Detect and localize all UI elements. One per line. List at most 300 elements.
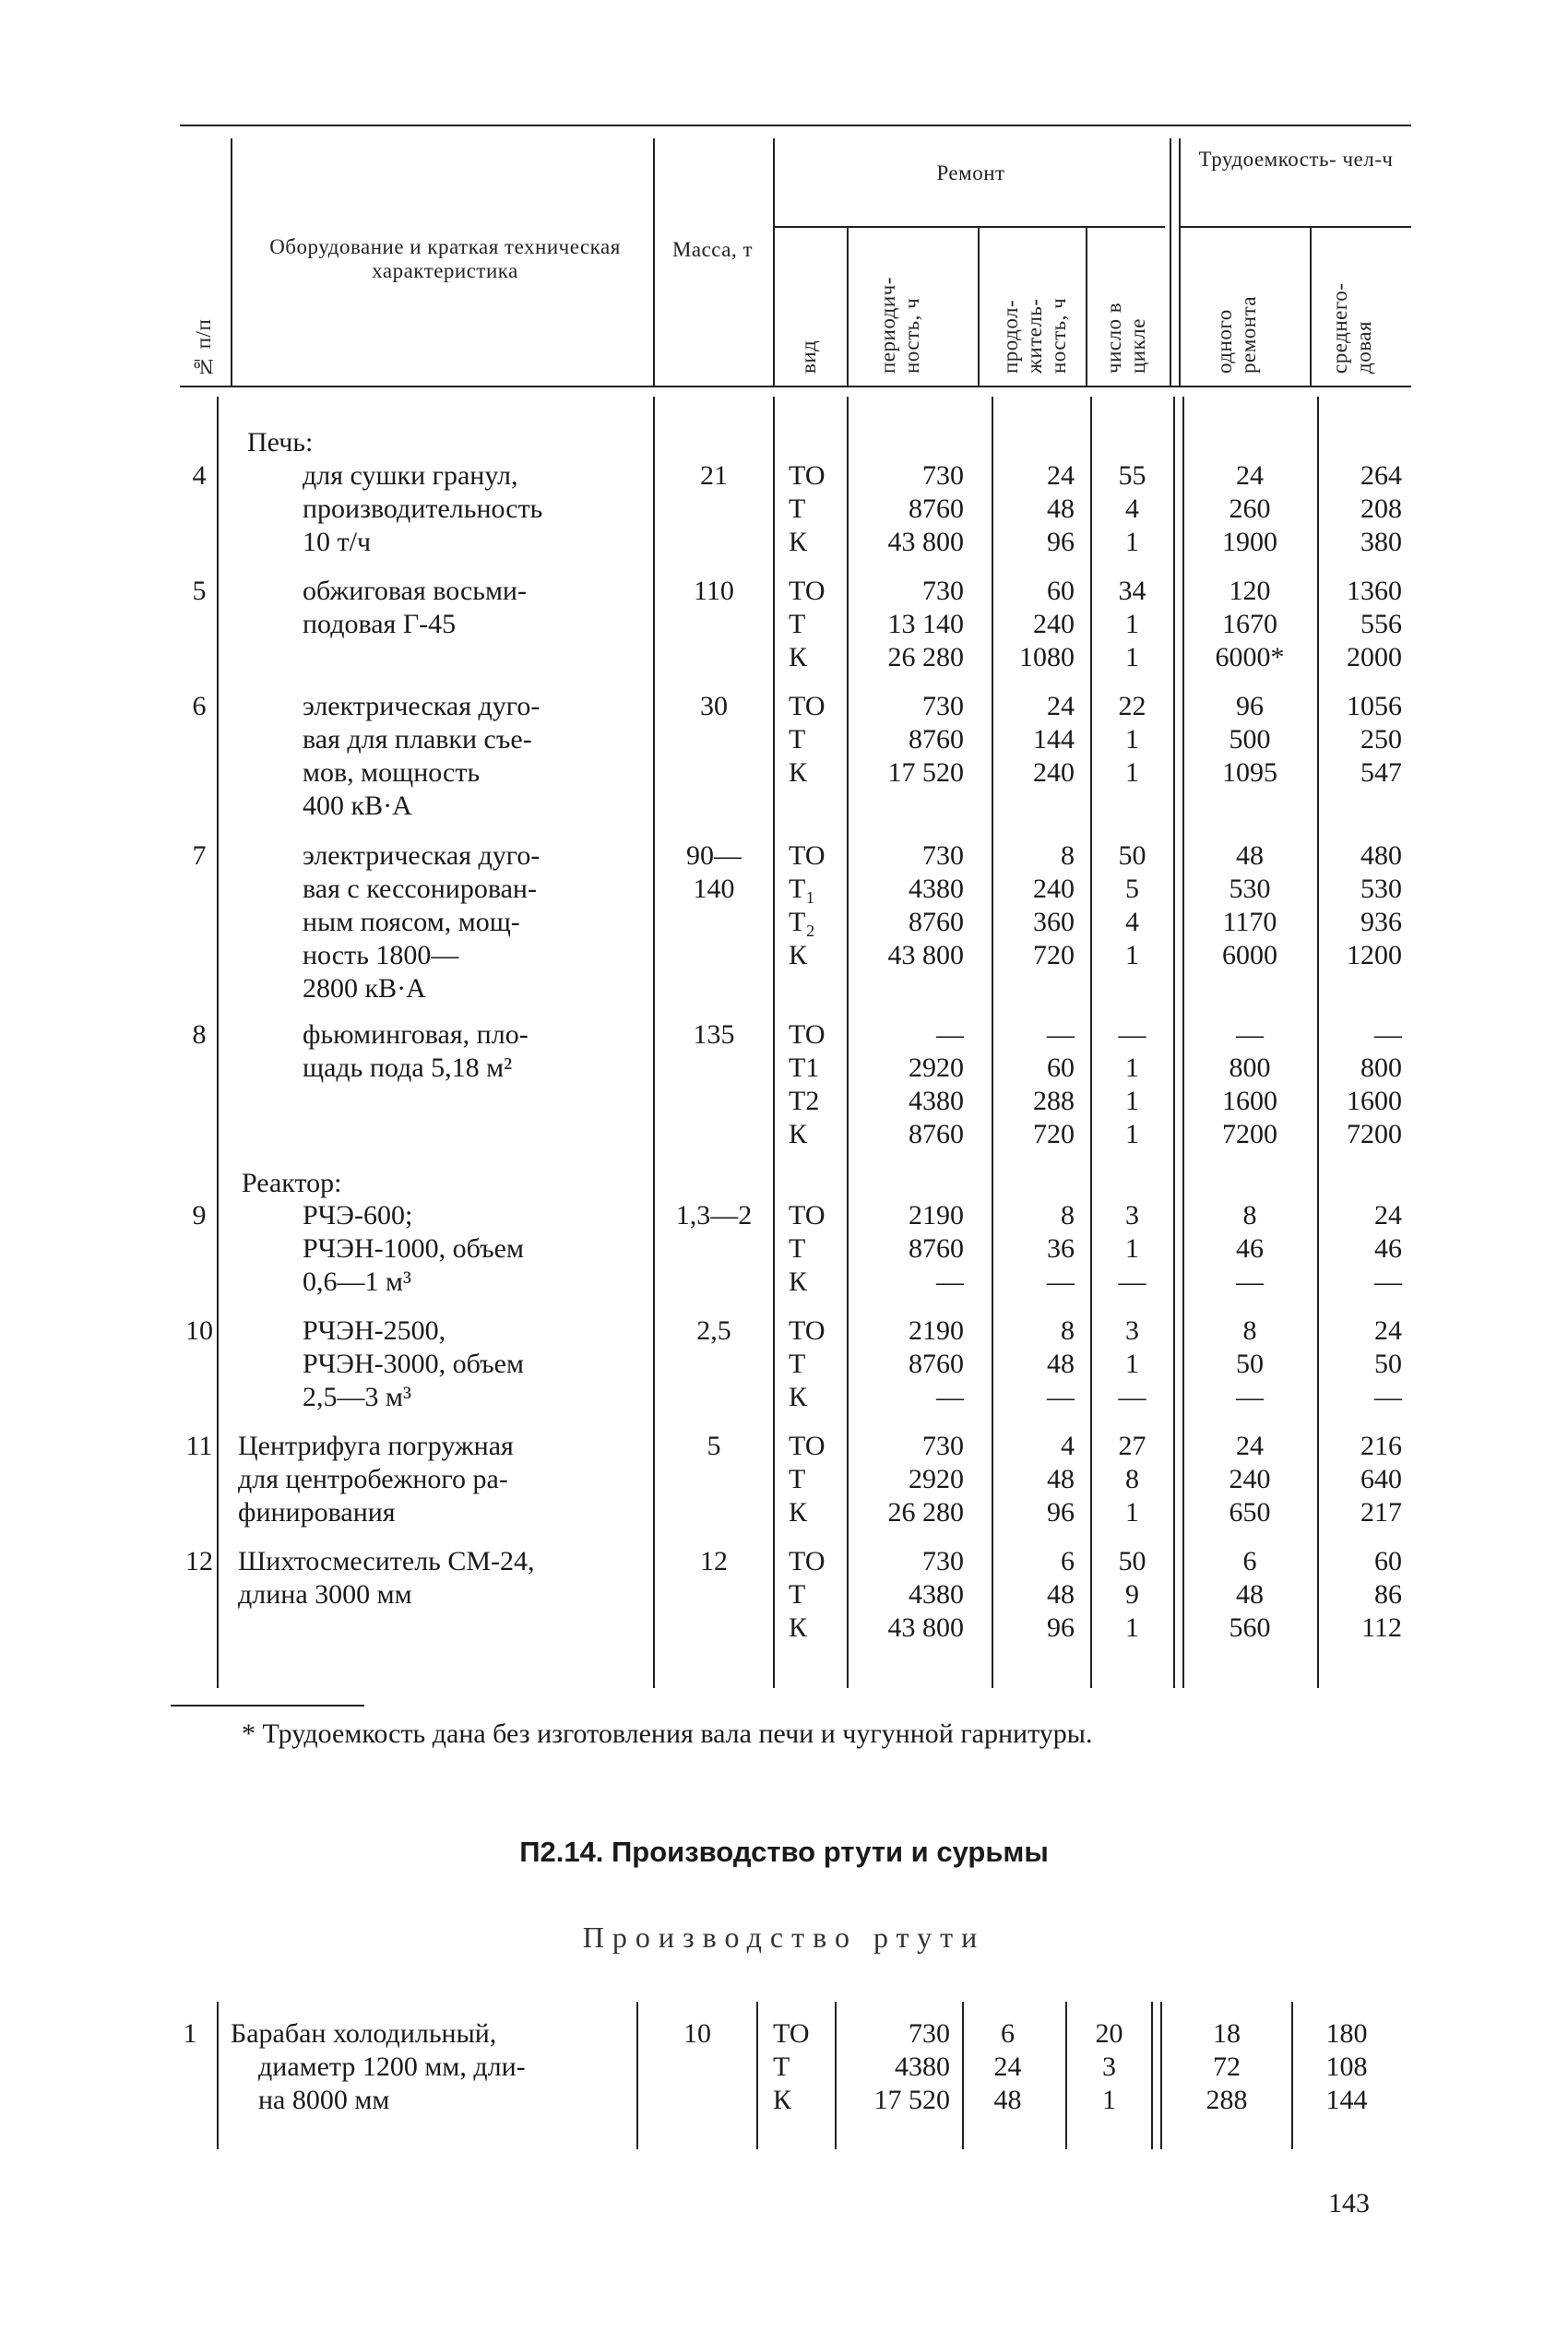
value: 1200 — [1347, 940, 1402, 970]
hdr-vline — [978, 226, 980, 386]
value: 7200 — [1347, 1119, 1402, 1149]
repair-type: ТО — [789, 460, 826, 491]
row-number: 9 — [192, 1200, 207, 1231]
value: 60 — [1374, 1546, 1402, 1576]
labor-annual — [1319, 1545, 1402, 1645]
repair-type: К — [789, 1267, 808, 1297]
value: 730 — [922, 576, 964, 606]
value: 4380 — [895, 2052, 950, 2082]
page-number: 143 — [1328, 2188, 1370, 2218]
row-description — [238, 1430, 639, 1529]
repair-type: К — [789, 1119, 808, 1149]
hdr-vline — [773, 138, 775, 386]
repair-type: Т — [789, 609, 806, 639]
header-period: периодич- ность, ч — [876, 277, 923, 374]
row-description — [303, 459, 639, 559]
section-title: П2.14. Производство ртути и сурьмы — [519, 1836, 1049, 1868]
body-vline — [217, 2002, 219, 2149]
hdr-vline — [1170, 138, 1171, 386]
value: 46 — [1236, 1233, 1264, 1264]
value: 1 — [1102, 2085, 1116, 2115]
value: — — [1047, 1267, 1075, 1297]
value: 144 — [1325, 2085, 1368, 2115]
value: 18 — [1213, 2018, 1241, 2049]
value: 8 — [1061, 1200, 1075, 1231]
header-row-number: № п/п — [192, 318, 215, 378]
value: 112 — [1361, 1612, 1402, 1643]
value: 48 — [1236, 1579, 1264, 1610]
hdr-vline — [231, 138, 232, 386]
period — [849, 1430, 964, 1529]
value: 208 — [1360, 494, 1402, 524]
value: 264 — [1360, 460, 1402, 491]
repair-type: К — [789, 1612, 808, 1643]
desc-line: щадь пода 5,18 м² — [303, 1053, 513, 1083]
types — [789, 1018, 826, 1151]
row-description — [303, 1199, 639, 1299]
repair-subheader-rule — [773, 226, 1165, 228]
value: 240 — [1033, 874, 1075, 904]
value: 34 — [1118, 576, 1146, 606]
desc-line: Центрифуга погружная — [238, 1431, 514, 1461]
value: 60 — [1047, 576, 1075, 606]
repair-type: К — [789, 940, 808, 970]
duration — [996, 1545, 1075, 1645]
mass: 2,5 — [696, 1315, 731, 1346]
value: 288 — [1206, 2085, 1248, 2115]
value: 730 — [922, 691, 964, 721]
period — [849, 1314, 964, 1414]
desc-line: для сушки гранул, — [303, 460, 518, 491]
body-vline — [756, 2002, 758, 2149]
mass: 30 — [700, 691, 728, 721]
duration — [996, 839, 1075, 972]
value: 24 — [1047, 460, 1075, 491]
value: 24 — [993, 2052, 1022, 2082]
duration — [968, 2017, 1047, 2117]
row-number: 8 — [192, 1019, 207, 1050]
desc-line: электрическая дуго- — [303, 691, 540, 721]
value: 1 — [1125, 757, 1139, 788]
mass: 1,3—2 — [675, 1200, 753, 1231]
hdr-vline — [1086, 226, 1087, 386]
mass: 12 — [700, 1546, 728, 1576]
period — [849, 1199, 964, 1299]
repair-type: К — [789, 642, 808, 672]
repair-type: Т₁ — [789, 874, 815, 904]
value: 6000* — [1215, 642, 1285, 672]
footnote-rule — [171, 1705, 364, 1707]
desc-line: 400 кВ·А — [303, 791, 412, 821]
value: — — [1118, 1267, 1146, 1297]
header-count: число в цикле — [1102, 302, 1149, 374]
value: — — [1236, 1382, 1264, 1412]
desc-line: мов, мощность — [303, 757, 481, 788]
value: 72 — [1213, 2052, 1241, 2082]
labor-annual — [1319, 1018, 1402, 1151]
value: 46 — [1374, 1233, 1402, 1264]
labor-one — [1185, 575, 1314, 674]
value: 8 — [1242, 1315, 1257, 1346]
period — [849, 575, 964, 674]
desc-line: 10 т/ч — [303, 527, 372, 557]
duration — [996, 690, 1075, 790]
value: 48 — [1047, 1464, 1075, 1494]
count — [1093, 1430, 1171, 1529]
value: 17 520 — [887, 757, 964, 788]
body-vline — [1160, 2002, 1162, 2149]
repair-type: ТО — [789, 1200, 826, 1231]
body-vline — [1291, 2002, 1293, 2149]
value: 640 — [1360, 1464, 1402, 1494]
value: 43 800 — [887, 527, 964, 557]
repair-type: Т₂ — [789, 907, 815, 937]
subsection-title: Производство ртути — [582, 1921, 986, 1954]
value: 288 — [1033, 1086, 1075, 1116]
value: 96 — [1047, 1612, 1075, 1643]
value: 5 — [1125, 874, 1139, 904]
repair-type: ТО — [789, 1019, 826, 1050]
repair-type: Т — [773, 2052, 790, 2082]
value: 50 — [1236, 1349, 1264, 1379]
labor-one — [1185, 1430, 1314, 1529]
mass: 135 — [693, 1019, 735, 1050]
value: 936 — [1360, 907, 1402, 937]
repair-type: Т1 — [789, 1053, 820, 1083]
value: 6 — [1001, 2018, 1015, 2049]
value: 8760 — [909, 907, 964, 937]
repair-type: Т2 — [789, 1086, 820, 1116]
value: 120 — [1229, 576, 1271, 606]
body-vline — [1182, 397, 1184, 1688]
value: 86 — [1374, 1579, 1402, 1610]
hdr-vline — [1310, 226, 1312, 386]
types — [789, 690, 826, 790]
types — [789, 839, 826, 972]
group-label-reactor: Реактор: — [242, 1168, 342, 1198]
mass: 5 — [707, 1431, 721, 1461]
labor-annual — [1319, 1430, 1402, 1529]
value: 800 — [1360, 1053, 1402, 1083]
value: 48 — [1236, 840, 1264, 871]
row-description — [303, 690, 639, 823]
labor-one — [1164, 2017, 1289, 2117]
labor-annual — [1319, 1199, 1402, 1299]
value: — — [1374, 1019, 1402, 1050]
header-duration: продол- житель- ность, ч — [999, 297, 1070, 374]
value: 240 — [1033, 757, 1075, 788]
value: 216 — [1360, 1431, 1402, 1461]
value: 4380 — [909, 1579, 964, 1610]
labor-one — [1185, 459, 1314, 559]
desc-line: длина 3000 мм — [238, 1579, 412, 1610]
row-number: 4 — [192, 460, 207, 491]
value: 2190 — [909, 1200, 964, 1231]
value: 6 — [1242, 1546, 1257, 1576]
value: — — [1236, 1019, 1264, 1050]
repair-type: К — [773, 2085, 792, 2115]
value: 1 — [1125, 527, 1139, 557]
value: 1900 — [1222, 527, 1277, 557]
period — [849, 1018, 964, 1151]
count — [1093, 690, 1171, 790]
header-annual: среднего- довая — [1328, 282, 1375, 374]
value: 26 280 — [887, 1497, 964, 1528]
duration — [996, 459, 1075, 559]
row-description — [238, 1545, 639, 1611]
value: 144 — [1033, 724, 1075, 755]
value: 730 — [922, 840, 964, 871]
body-vline — [653, 397, 655, 1688]
header-mass: Масса, т — [671, 238, 754, 261]
value: 1 — [1125, 1053, 1139, 1083]
value: 1600 — [1222, 1086, 1277, 1116]
footnote: * Трудоемкость дана без изготовления вала печи и чугунной гарнитуры. — [242, 1719, 1093, 1749]
repair-type: Т — [789, 1579, 806, 1610]
repair-type: Т — [789, 724, 806, 755]
value: 96 — [1047, 1497, 1075, 1528]
row-description — [303, 1018, 639, 1085]
value: 22 — [1118, 691, 1146, 721]
desc-line: на 8000 мм — [258, 2085, 390, 2115]
value: 1095 — [1222, 757, 1277, 788]
types — [789, 1314, 826, 1414]
row-number: 1 — [183, 2018, 197, 2049]
value: 180 — [1325, 2018, 1368, 2049]
value: 1 — [1125, 1233, 1139, 1264]
value: 730 — [922, 460, 964, 491]
value: 8 — [1242, 1200, 1257, 1231]
desc-line: РЧЭН-2500, — [303, 1315, 446, 1346]
hdr-vline — [653, 138, 655, 386]
value: 240 — [1033, 609, 1075, 639]
value: 8 — [1061, 1315, 1075, 1346]
value: 20 — [1095, 2018, 1123, 2049]
desc-line: финирования — [238, 1497, 396, 1528]
value: 8760 — [909, 494, 964, 524]
types — [789, 575, 826, 674]
value: 530 — [1229, 874, 1271, 904]
row-number: 5 — [192, 576, 207, 606]
repair-type: Т — [789, 1464, 806, 1494]
row-description — [303, 1314, 639, 1414]
value: 24 — [1374, 1200, 1402, 1231]
desc-line: фьюминговая, пло- — [303, 1019, 529, 1050]
mass: 10 — [683, 2018, 711, 2049]
repair-type: ТО — [789, 576, 826, 606]
value: 50 — [1374, 1349, 1402, 1379]
types — [789, 1199, 826, 1299]
value: 2190 — [909, 1315, 964, 1346]
value: 730 — [922, 1431, 964, 1461]
types — [789, 1545, 826, 1645]
value: 24 — [1236, 1431, 1264, 1461]
value: 50 — [1118, 1546, 1146, 1576]
desc-line: вая с кессонирован- — [303, 874, 537, 904]
value: 650 — [1229, 1497, 1271, 1528]
value: 1 — [1125, 609, 1139, 639]
header-bottom-rule — [180, 386, 1411, 387]
value: 1 — [1125, 724, 1139, 755]
desc-line: диаметр 1200 мм, дли- — [258, 2052, 526, 2082]
desc-line: подовая Г-45 — [303, 609, 457, 639]
desc-line: 2800 кВ·А — [303, 973, 426, 1004]
labor-annual — [1296, 2017, 1397, 2117]
value: 480 — [1360, 840, 1402, 871]
value: 60 — [1047, 1053, 1075, 1083]
mass: 90— 140 — [686, 840, 742, 904]
value: — — [1047, 1382, 1075, 1412]
value: 36 — [1047, 1233, 1075, 1264]
value: 43 800 — [887, 1612, 964, 1643]
value: 500 — [1229, 724, 1271, 755]
header-equipment: Оборудование и краткая техническая характеристика — [269, 235, 621, 282]
desc-line: ным поясом, мощ- — [303, 907, 520, 937]
value: 1170 — [1222, 907, 1277, 937]
labor-one — [1185, 1314, 1314, 1414]
value: 1 — [1125, 1086, 1139, 1116]
value: 48 — [993, 2085, 1022, 2115]
desc-line: Барабан холодильный, — [231, 2018, 497, 2049]
header-repair: Ремонт — [936, 161, 1005, 184]
value: 250 — [1360, 724, 1402, 755]
value: 108 — [1325, 2052, 1368, 2082]
value: 24 — [1374, 1315, 1402, 1346]
labor-one — [1185, 1545, 1314, 1645]
value: 1056 — [1347, 691, 1402, 721]
labor-annual — [1319, 839, 1402, 972]
body-vline — [962, 2002, 964, 2149]
value: 2920 — [909, 1464, 964, 1494]
value: 380 — [1360, 527, 1402, 557]
table-top-rule — [180, 125, 1411, 126]
labor-annual — [1319, 575, 1402, 674]
value: 55 — [1118, 460, 1146, 491]
repair-type: ТО — [773, 2018, 810, 2049]
row-description — [231, 2017, 627, 2117]
body-vline — [1090, 397, 1092, 1688]
value: 9 — [1125, 1579, 1139, 1610]
hdr-vline — [1179, 138, 1181, 386]
body-vline — [1151, 2002, 1153, 2149]
desc-line: 2,5—3 м³ — [303, 1382, 411, 1412]
body-vline — [992, 397, 993, 1688]
value: 1 — [1125, 1497, 1139, 1528]
labor-annual — [1319, 459, 1402, 559]
body-vline — [1065, 2002, 1067, 2149]
value: — — [936, 1382, 964, 1412]
value: 800 — [1229, 1053, 1271, 1083]
row-number: 10 — [185, 1315, 213, 1346]
desc-line: Шихтосмеситель СМ-24, — [238, 1546, 535, 1576]
count — [1070, 2017, 1148, 2117]
value: — — [1374, 1267, 1402, 1297]
value: 1080 — [1019, 642, 1075, 672]
types — [789, 1430, 826, 1529]
labor-annual — [1319, 690, 1402, 790]
value: — — [1118, 1019, 1146, 1050]
types — [789, 459, 826, 559]
desc-line: производительность — [303, 494, 543, 524]
value: 50 — [1118, 840, 1146, 871]
duration — [996, 575, 1075, 674]
value: 8760 — [909, 1233, 964, 1264]
repair-type: ТО — [789, 1546, 826, 1576]
value: 48 — [1047, 1349, 1075, 1379]
labor-one — [1185, 839, 1314, 972]
value: — — [1374, 1382, 1402, 1412]
repair-type: ТО — [789, 840, 826, 871]
value: 48 — [1047, 1579, 1075, 1610]
header-type: вид — [797, 339, 820, 374]
count — [1093, 1199, 1171, 1299]
value: — — [1236, 1267, 1264, 1297]
value: 6 — [1061, 1546, 1075, 1576]
value: 3 — [1102, 2052, 1116, 2082]
labor-subheader-rule — [1179, 226, 1411, 228]
value: 560 — [1229, 1612, 1271, 1643]
period — [835, 2017, 950, 2117]
value: 43 800 — [887, 940, 964, 970]
hdr-vline — [847, 226, 849, 386]
duration — [996, 1430, 1075, 1529]
repair-type: Т — [789, 494, 806, 524]
value: 8 — [1061, 840, 1075, 871]
value: 13 140 — [887, 609, 964, 639]
repair-type: ТО — [789, 691, 826, 721]
labor-annual — [1319, 1314, 1402, 1414]
value: 720 — [1033, 940, 1075, 970]
repair-type: К — [789, 1382, 808, 1412]
value: 1670 — [1222, 609, 1277, 639]
repair-type: ТО — [789, 1315, 826, 1346]
row-number: 12 — [185, 1546, 213, 1576]
body-vline — [1173, 397, 1175, 1688]
value: 1 — [1125, 642, 1139, 672]
value: 1 — [1125, 940, 1139, 970]
mass: 110 — [694, 576, 734, 606]
count — [1093, 1314, 1171, 1414]
row-number: 11 — [185, 1431, 213, 1461]
value: — — [936, 1267, 964, 1297]
value: 730 — [909, 2018, 950, 2049]
period — [849, 690, 964, 790]
value: 8760 — [909, 1349, 964, 1379]
value: 217 — [1360, 1497, 1402, 1528]
value: 96 — [1047, 527, 1075, 557]
desc-line: для центробежного ра- — [238, 1464, 508, 1494]
desc-line: обжиговая восьми- — [303, 576, 527, 606]
desc-line: электрическая дуго- — [303, 840, 540, 871]
row-description — [303, 575, 639, 641]
body-vline — [773, 397, 775, 1688]
period — [849, 459, 964, 559]
types — [773, 2017, 810, 2117]
duration — [996, 1199, 1075, 1299]
body-vline — [636, 2002, 638, 2149]
mass: 21 — [700, 460, 728, 491]
repair-type: Т — [789, 1233, 806, 1264]
value: 240 — [1229, 1464, 1271, 1494]
value: 8760 — [909, 1119, 964, 1149]
count — [1093, 575, 1171, 674]
value: 24 — [1047, 691, 1075, 721]
value: 1 — [1125, 1349, 1139, 1379]
value: — — [936, 1019, 964, 1050]
desc-line: РЧЭН-1000, объем — [303, 1233, 524, 1264]
value: 8760 — [909, 724, 964, 755]
value: — — [1047, 1019, 1075, 1050]
